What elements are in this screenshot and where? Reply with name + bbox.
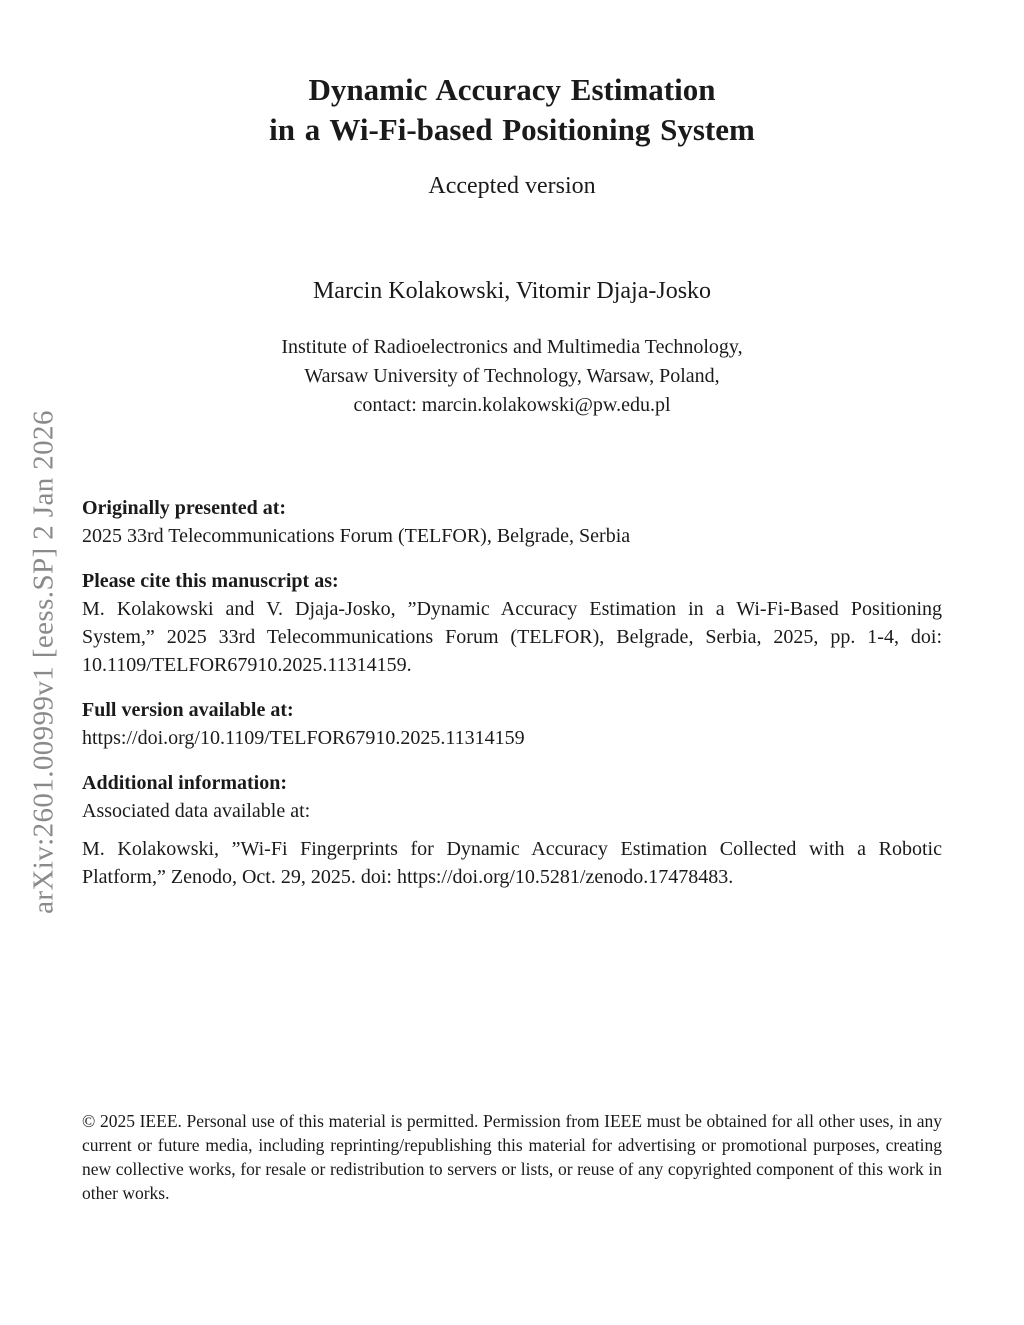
affiliation-institute: Institute of Radioelectronics and Multimedia Technology, [281,336,743,358]
citation-text: M. Kolakowski and V. Djaja-Josko, ”Dynamic Accuracy Estimation in a Wi-Fi-Based Positioning System,” 2025 33rd Telecommunications Forum (TELFOR), Belgrade, Serbia, 2025, pp. 1-4, doi: 10.1109/TELFOR67910.2025.11314159. [82,598,942,676]
paper-title [0,70,1024,150]
arxiv-identifier-stamp: arXiv:2601.00999v1 [eess.SP] 2 Jan 2026 [27,410,60,914]
paper-title-line-2: in a Wi-Fi-based Positioning System [269,112,755,147]
dataset-citation: M. Kolakowski, ”Wi-Fi Fingerprints for Dynamic Accuracy Estimation Collected with a Robotic Platform,” Zenodo, Oct. 29, 2025. doi: https://doi.org/10.5281/zenodo.17478483. [82,838,942,888]
affiliation-contact: contact: marcin.kolakowski@pw.edu.pl [353,394,671,416]
section-originally-presented [82,494,942,550]
presented-venue: 2025 33rd Telecommunications Forum (TELFOR), Belgrade, Serbia [82,525,631,547]
section-heading: Additional information: [82,772,288,794]
section-heading: Please cite this manuscript as: [82,570,339,592]
version-note: Accepted version [428,173,596,199]
section-full-version [82,696,942,752]
author-list: Marcin Kolakowski, Vitomir Djaja-Josko [312,278,712,304]
section-citation [82,567,942,679]
full-version-link[interactable]: https://doi.org/10.1109/TELFOR67910.2025.11314159 [82,727,525,749]
copyright-notice: © 2025 IEEE. Personal use of this material is permitted. Permission from IEEE must be obtained for all other uses, in any current or future media, including reprinting/republishing this material for advertising or promotional purposes, creating new collective works, for resale or redistribution to servers or lists, or reuse of any copyrighted component of this work in other works. [82,1111,942,1203]
paper-title-line-1: Dynamic Accuracy Estimation [308,72,716,107]
section-heading: Originally presented at: [82,497,287,519]
manuscript-info [82,494,942,908]
section-heading: Full version available at: [82,699,294,721]
section-additional-information [82,769,942,891]
affiliation-university: Warsaw University of Technology, Warsaw, Poland, [304,365,720,387]
associated-data-label: Associated data available at: [82,800,311,822]
affiliation-block [0,333,1024,420]
